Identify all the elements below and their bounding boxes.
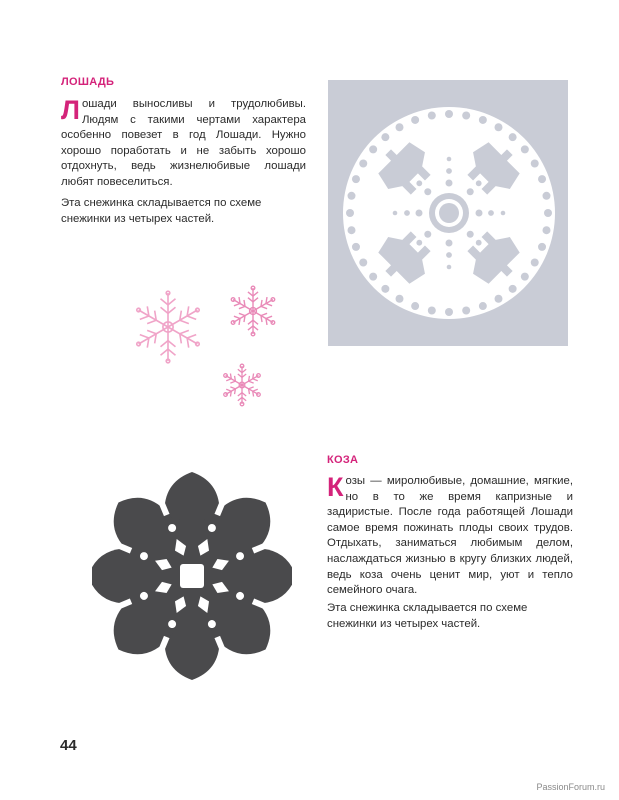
horse-dropcap: Л	[61, 95, 80, 125]
goat-dropcap: К	[327, 472, 344, 502]
page-number: 44	[60, 737, 77, 754]
pink-snowflake-large	[128, 287, 208, 367]
horse-description	[61, 97, 306, 191]
horse-section-title: ЛОШАДЬ	[61, 76, 115, 88]
watermark: PassionForum.ru	[536, 782, 605, 792]
pink-snowflake-medium	[226, 284, 280, 338]
goat-folding-note: Эта снежинка складывается по схеме снежинки из четырех частей.	[327, 602, 528, 630]
goat-snowflake-image	[92, 466, 292, 686]
pink-snowflake-small	[219, 362, 265, 408]
horse-snowflake-image	[328, 80, 568, 346]
goat-section-title: КОЗА	[327, 454, 359, 466]
goat-text: озы — миролюбивые, домашние, мягкие, но в то же время капризные и задиристые. После года работящей Лошади самое время пожинать плоды своих трудов. Отдыхать, заниматься любимым делом, наслаждаться жизнью в кругу близких людей, ведь коза очень ценит мир, уют и тепло семейного очага.	[327, 475, 573, 597]
horse-text: ошади выносливы и трудолюбивы. Людям с такими чертами характера особенно повезет в год Лошади. Нужно хорошо поработать и не забыть хорошо отдохнуть, ведь жизнелюбивые лошади любят повеселиться.	[61, 98, 306, 188]
goat-description	[327, 474, 573, 599]
horse-folding-note: Эта снежинка складывается по схеме снежинки из четырех частей.	[61, 197, 262, 225]
